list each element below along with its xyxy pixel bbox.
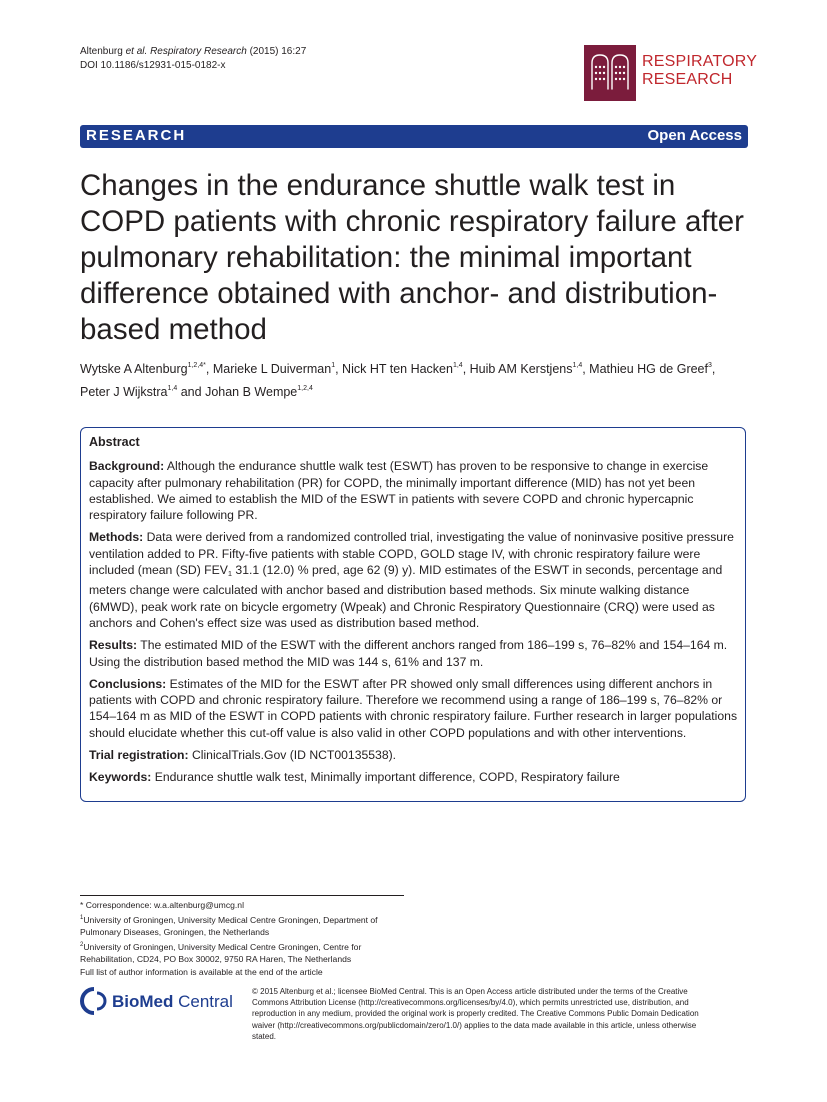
affiliation-1: $^1$University of Groningen, University Medical Centre Groningen, Department of Pulmonary Diseases, Groningen, the Netherlands bbox=[80, 914, 378, 937]
author: Marieke L Duiverman$^1$ bbox=[212, 362, 336, 376]
abstract-results: Results: The estimated MID of the ESWT with the different anchors ranged from 186–199 s, 76–82% and 154–164 m. Using the distribution based method the MID was 144 s, 61% and 137 m. bbox=[89, 638, 728, 669]
full-list-note: Full list of author information is available at the end of the article bbox=[80, 966, 323, 977]
correspondence-note: * Correspondence: w.a.altenburg@umcg.nl bbox=[80, 900, 244, 910]
author: Peter J Wijkstra$^{1,4}$ bbox=[80, 385, 178, 399]
journal-logo-text bbox=[642, 53, 757, 89]
citation-year-volume: (2015) 16:27 bbox=[249, 46, 307, 57]
author-conjunction: and bbox=[180, 385, 202, 399]
abstract-heading: Abstract bbox=[89, 435, 140, 449]
biomed-central-icon bbox=[80, 987, 108, 1015]
logo-line-2: RESEARCH bbox=[642, 71, 733, 88]
author: Wytske A Altenburg$^{1,2,4*}$ bbox=[80, 362, 206, 376]
abstract-methods: Methods: Data were derived from a randomized controlled trial, investigating the value of noninvasive positive pressure ventilation added to PR. Fifty-five patients with stable COPD, GOLD stage IV, with chronic respiratory failure were included (mean (SD) $FEV_1$ 31.1 (12.0) % pred, age 62 (9) y). MID estimates of the ESWT in seconds, percentage and meters change were calculated with anchor based and distribution based methods. Six minute walking distance (6MWD), peak work rate on bicycle ergometry (Wpeak) and Chronic Respiratory Questionnaire (CRQ) were used as anchors and Cohen's effect size was used as distribution based method. bbox=[89, 530, 734, 630]
journal-citation bbox=[80, 45, 306, 73]
author: Nick HT ten Hacken$^{1,4}$ bbox=[342, 362, 463, 376]
author: Mathieu HG de Greef$^3$ bbox=[589, 362, 712, 376]
article-type-label: RESEARCH bbox=[86, 127, 187, 144]
abstract-background: Background: Although the endurance shuttle walk test (ESWT) has proven to be responsive to change in exercise capacity after pulmonary rehabilitation (PR) for COPD, the minimally important difference (MID) has not yet been established. We aimed to establish the MID of the ESWT in patients with severe COPD and chronic hypercapnic respiratory failure following PR. bbox=[89, 459, 709, 523]
author-list: Wytske A Altenburg$^{1,2,4*}$, Marieke L Duiverman$^1$, Nick HT ten Hacken$^{1,4}$, Huib AM Kerstjens$^{1,4}$, Mathieu HG de Greef$^3$, Peter J Wijkstra$^{1,4}$ and Johan B Wempe$^{1,2,4}$ bbox=[80, 362, 716, 399]
citation-et-al: et al. bbox=[125, 46, 148, 57]
author: Johan B Wempe$^{1,2,4}$ bbox=[205, 385, 313, 399]
abstract-keywords: Keywords: Endurance shuttle walk test, Minimally important difference, COPD, Respiratory failure bbox=[89, 770, 620, 785]
article-type-banner bbox=[80, 125, 748, 148]
abstract-box bbox=[80, 427, 746, 802]
abstract-conclusions: Conclusions: Estimates of the MID for the ESWT after PR showed only small differences using different anchors in patients with COPD and chronic respiratory failure. Therefore we recommend using a range of 186–199 s, 76–82% or 154–164 m as MID of the ESWT in COPD patients with chronic respiratory failure. Further research in larger populations should elucidate whether this cut-off value is also valid in other COPD populations and with other interventions. bbox=[89, 676, 738, 740]
journal-logo bbox=[584, 45, 758, 101]
footnote-divider bbox=[80, 895, 404, 896]
publisher-name: BioMed Central bbox=[112, 992, 233, 1011]
journal-logo-mark bbox=[584, 45, 636, 101]
article-title: Changes in the endurance shuttle walk test in COPD patients with chronic respiratory failure after pulmonary rehabilitation: the minimal important difference obtained with anchor- and distribution-based method bbox=[80, 169, 745, 346]
license-statement: © 2015 Altenburg et al.; licensee BioMed Central. This is an Open Access article distributed under the terms of the Creative Commons Attribution License (http://creativecommons.org/licenses/by/4.0), which permits unrestricted use, distribution, and reproduction in any medium, provided the original work is properly credited. The Creative Commons Public Domain Dedication waiver (http://creativecommons.org/publicdomain/zero/1.0/) applies to the data made available in this article, unless otherwise stated. bbox=[252, 987, 699, 1041]
citation-doi: DOI 10.1186/s12931-015-0182-x bbox=[80, 60, 226, 71]
abstract-trial-registration: Trial registration: ClinicalTrials.Gov (ID NCT00135538). bbox=[89, 748, 397, 763]
publisher-logo bbox=[80, 987, 240, 1019]
footnotes bbox=[80, 899, 410, 978]
logo-line-1: RESPIRATORY bbox=[642, 53, 758, 70]
affiliation-2: $^2$University of Groningen, University Medical Centre Groningen, Centre for Rehabilitation, CD24, PO Box 30002, 9750 RA Haren, The Netherlands bbox=[80, 941, 362, 964]
open-access-label: Open Access bbox=[647, 127, 742, 144]
author: Huib AM Kerstjens$^{1,4}$ bbox=[469, 362, 583, 376]
citation-author: Altenburg bbox=[80, 46, 123, 57]
citation-journal: Respiratory Research bbox=[150, 46, 247, 57]
citation-line bbox=[80, 45, 306, 59]
